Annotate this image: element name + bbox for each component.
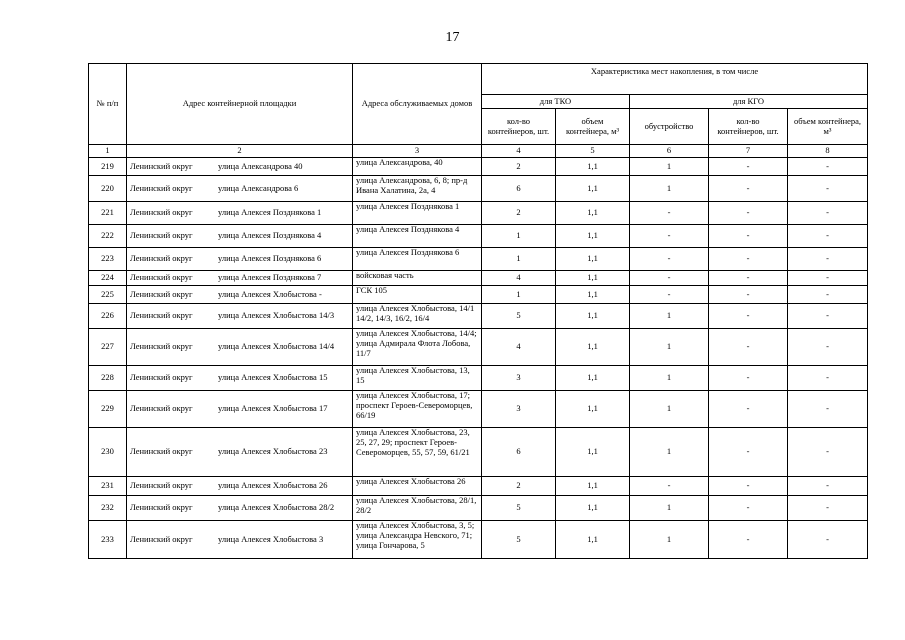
district-name: Ленинский округ — [130, 230, 193, 241]
header-tko-volume: объем контейнера, м³ — [556, 109, 630, 145]
arrangement: 1 — [630, 366, 709, 391]
kgo-count: - — [709, 391, 788, 428]
district-name: Ленинский округ — [130, 288, 193, 299]
col-number: 7 — [709, 145, 788, 158]
kgo-volume: - — [788, 202, 868, 225]
header-characteristics: Характеристика мест накопления, в том числе — [482, 64, 868, 95]
kgo-count: - — [709, 496, 788, 521]
kgo-volume: - — [788, 158, 868, 176]
row-number: 220 — [89, 176, 127, 202]
kgo-count: - — [709, 428, 788, 477]
kgo-count: - — [709, 286, 788, 304]
row-number: 233 — [89, 521, 127, 559]
tko-volume: 1,1 — [556, 202, 630, 225]
tko-count: 5 — [482, 304, 556, 329]
served-houses: улица Алексея Позднякова 4 — [353, 225, 482, 248]
tko-volume: 1,1 — [556, 391, 630, 428]
header-kgo: для КГО — [630, 95, 868, 109]
table-row — [89, 202, 868, 225]
col-number: 4 — [482, 145, 556, 158]
district-name: Ленинский округ — [130, 253, 193, 264]
tko-count: 4 — [482, 271, 556, 286]
kgo-volume: - — [788, 248, 868, 271]
site-street: улица Алексея Позднякова 6 — [218, 253, 322, 264]
site-street: улица Алексея Позднякова 4 — [218, 230, 322, 241]
arrangement: 1 — [630, 176, 709, 202]
site-address-cell — [127, 158, 353, 176]
site-street: улица Алексея Хлобыстова 14/3 — [218, 310, 335, 321]
container-sites-table — [88, 63, 868, 559]
district-name: Ленинский округ — [130, 480, 193, 491]
tko-count: 4 — [482, 329, 556, 366]
site-street: улица Алексея Позднякова 7 — [218, 272, 322, 283]
tko-count: 1 — [482, 286, 556, 304]
tko-count: 5 — [482, 496, 556, 521]
header-address: Адрес контейнерной площадки — [127, 64, 353, 145]
district-name: Ленинский округ — [130, 341, 193, 352]
col-number: 3 — [353, 145, 482, 158]
site-street: улица Алексея Хлобыстова 26 — [218, 480, 328, 491]
tko-count: 1 — [482, 225, 556, 248]
kgo-volume: - — [788, 286, 868, 304]
tko-count: 6 — [482, 176, 556, 202]
tko-count: 2 — [482, 158, 556, 176]
table-row — [89, 271, 868, 286]
tko-volume: 1,1 — [556, 428, 630, 477]
site-street: улица Алексея Хлобыстова 28/2 — [218, 502, 335, 513]
site-address-cell — [127, 271, 353, 286]
served-houses: улица Алексея Хлобыстова, 3, 5; улица Александра Невского, 71; улица Гончарова, 5 — [353, 521, 482, 559]
table-row — [89, 286, 868, 304]
tko-volume: 1,1 — [556, 225, 630, 248]
arrangement: - — [630, 477, 709, 496]
arrangement: 1 — [630, 329, 709, 366]
row-number: 221 — [89, 202, 127, 225]
site-address-cell — [127, 366, 353, 391]
row-number: 231 — [89, 477, 127, 496]
arrangement: 1 — [630, 391, 709, 428]
tko-volume: 1,1 — [556, 176, 630, 202]
kgo-count: - — [709, 158, 788, 176]
row-number: 224 — [89, 271, 127, 286]
site-street: улица Александрова 40 — [218, 160, 303, 171]
table-row — [89, 176, 868, 202]
tko-count: 2 — [482, 202, 556, 225]
served-houses: улица Александрова, 6, 8; пр-д Ивана Халатина, 2а, 4 — [353, 176, 482, 202]
kgo-volume: - — [788, 329, 868, 366]
tko-volume: 1,1 — [556, 248, 630, 271]
site-street: улица Алексея Хлобыстова 14/4 — [218, 341, 335, 352]
col-number: 8 — [788, 145, 868, 158]
served-houses: улица Алексея Хлобыстова, 23, 25, 27, 29; проспект Героев-Североморцев, 55, 57, 59, 61/21 — [353, 428, 482, 477]
kgo-volume: - — [788, 225, 868, 248]
tko-volume: 1,1 — [556, 271, 630, 286]
row-number: 232 — [89, 496, 127, 521]
kgo-count: - — [709, 329, 788, 366]
kgo-volume: - — [788, 496, 868, 521]
tko-volume: 1,1 — [556, 158, 630, 176]
kgo-count: - — [709, 225, 788, 248]
table-row — [89, 225, 868, 248]
header-kgo-volume: объем контейнера, м³ — [788, 109, 868, 145]
table-row — [89, 477, 868, 496]
served-houses: улица Александрова, 40 — [353, 158, 482, 176]
district-name: Ленинский округ — [130, 310, 193, 321]
row-number: 230 — [89, 428, 127, 477]
served-houses: улица Алексея Хлобыстова, 14/4; улица Адмирала Флота Лобова, 11/7 — [353, 329, 482, 366]
served-houses: улица Алексея Позднякова 6 — [353, 248, 482, 271]
kgo-count: - — [709, 477, 788, 496]
tko-volume: 1,1 — [556, 304, 630, 329]
kgo-volume: - — [788, 176, 868, 202]
column-numbers-row — [89, 145, 868, 158]
table-row — [89, 521, 868, 559]
arrangement: - — [630, 286, 709, 304]
kgo-volume: - — [788, 304, 868, 329]
site-address-cell — [127, 304, 353, 329]
kgo-volume: - — [788, 477, 868, 496]
row-number: 227 — [89, 329, 127, 366]
col-number: 1 — [89, 145, 127, 158]
row-number: 226 — [89, 304, 127, 329]
header-kgo-count: кол-во контейнеров, шт. — [709, 109, 788, 145]
tko-count: 3 — [482, 366, 556, 391]
district-name: Ленинский округ — [130, 533, 193, 544]
header-tko: для ТКО — [482, 95, 630, 109]
arrangement: 1 — [630, 428, 709, 477]
served-houses: улица Алексея Хлобыстова, 28/1, 28/2 — [353, 496, 482, 521]
kgo-volume: - — [788, 391, 868, 428]
kgo-volume: - — [788, 521, 868, 559]
row-number: 223 — [89, 248, 127, 271]
site-street: улица Алексея Хлобыстова 15 — [218, 372, 328, 383]
header-arrangement: обустройство — [630, 109, 709, 145]
col-number: 6 — [630, 145, 709, 158]
header-num: № п/п — [89, 64, 127, 145]
kgo-volume: - — [788, 271, 868, 286]
site-address-cell — [127, 391, 353, 428]
district-name: Ленинский округ — [130, 182, 193, 193]
district-name: Ленинский округ — [130, 446, 193, 457]
site-address-cell — [127, 176, 353, 202]
col-number: 2 — [127, 145, 353, 158]
tko-volume: 1,1 — [556, 329, 630, 366]
served-houses: войсковая часть — [353, 271, 482, 286]
district-name: Ленинский округ — [130, 502, 193, 513]
served-houses: улица Алексея Хлобыстова, 14/1 14/2, 14/3, 16/2, 16/4 — [353, 304, 482, 329]
kgo-count: - — [709, 521, 788, 559]
table-row — [89, 428, 868, 477]
site-address-cell — [127, 329, 353, 366]
row-number: 222 — [89, 225, 127, 248]
district-name: Ленинский округ — [130, 372, 193, 383]
site-address-cell — [127, 248, 353, 271]
table-row — [89, 329, 868, 366]
row-number: 225 — [89, 286, 127, 304]
table-row — [89, 391, 868, 428]
served-houses: улица Алексея Позднякова 1 — [353, 202, 482, 225]
table-row — [89, 496, 868, 521]
kgo-count: - — [709, 202, 788, 225]
tko-count: 3 — [482, 391, 556, 428]
served-houses: ГСК 105 — [353, 286, 482, 304]
tko-volume: 1,1 — [556, 366, 630, 391]
site-street: улица Алексея Хлобыстова 17 — [218, 403, 328, 414]
tko-volume: 1,1 — [556, 521, 630, 559]
row-number: 229 — [89, 391, 127, 428]
table-row — [89, 158, 868, 176]
served-houses: улица Алексея Хлобыстова, 17; проспект Героев-Североморцев, 66/19 — [353, 391, 482, 428]
served-houses: улица Алексея Хлобыстова, 13, 15 — [353, 366, 482, 391]
arrangement: 1 — [630, 521, 709, 559]
arrangement: - — [630, 202, 709, 225]
kgo-count: - — [709, 248, 788, 271]
site-address-cell — [127, 477, 353, 496]
kgo-volume: - — [788, 366, 868, 391]
arrangement: - — [630, 271, 709, 286]
site-address-cell — [127, 521, 353, 559]
table-row — [89, 248, 868, 271]
site-address-cell — [127, 286, 353, 304]
tko-count: 6 — [482, 428, 556, 477]
kgo-count: - — [709, 271, 788, 286]
tko-volume: 1,1 — [556, 496, 630, 521]
district-name: Ленинский округ — [130, 403, 193, 414]
district-name: Ленинский округ — [130, 160, 193, 171]
tko-count: 2 — [482, 477, 556, 496]
served-houses: улица Алексея Хлобыстова 26 — [353, 477, 482, 496]
site-street: улица Александрова 6 — [218, 182, 299, 193]
arrangement: 1 — [630, 496, 709, 521]
kgo-count: - — [709, 304, 788, 329]
header-served-houses: Адреса обслуживаемых домов — [353, 64, 482, 145]
row-number: 219 — [89, 158, 127, 176]
site-address-cell — [127, 225, 353, 248]
header-tko-count: кол-во контейнеров, шт. — [482, 109, 556, 145]
arrangement: - — [630, 225, 709, 248]
site-address-cell — [127, 428, 353, 477]
kgo-count: - — [709, 366, 788, 391]
site-street: улица Алексея Хлобыстова 3 — [218, 533, 324, 544]
kgo-volume: - — [788, 428, 868, 477]
arrangement: 1 — [630, 304, 709, 329]
arrangement: 1 — [630, 158, 709, 176]
district-name: Ленинский округ — [130, 207, 193, 218]
kgo-count: - — [709, 176, 788, 202]
site-street: улица Алексея Позднякова 1 — [218, 207, 322, 218]
col-number: 5 — [556, 145, 630, 158]
site-address-cell — [127, 496, 353, 521]
row-number: 228 — [89, 366, 127, 391]
tko-count: 5 — [482, 521, 556, 559]
table-row — [89, 366, 868, 391]
tko-count: 1 — [482, 248, 556, 271]
district-name: Ленинский округ — [130, 272, 193, 283]
site-street: улица Алексея Хлобыстова 23 — [218, 446, 328, 457]
arrangement: - — [630, 248, 709, 271]
page-number: 17 — [445, 30, 460, 45]
table-row — [89, 304, 868, 329]
site-street: улица Алексея Хлобыстова - — [218, 288, 322, 299]
tko-volume: 1,1 — [556, 286, 630, 304]
tko-volume: 1,1 — [556, 477, 630, 496]
site-address-cell — [127, 202, 353, 225]
